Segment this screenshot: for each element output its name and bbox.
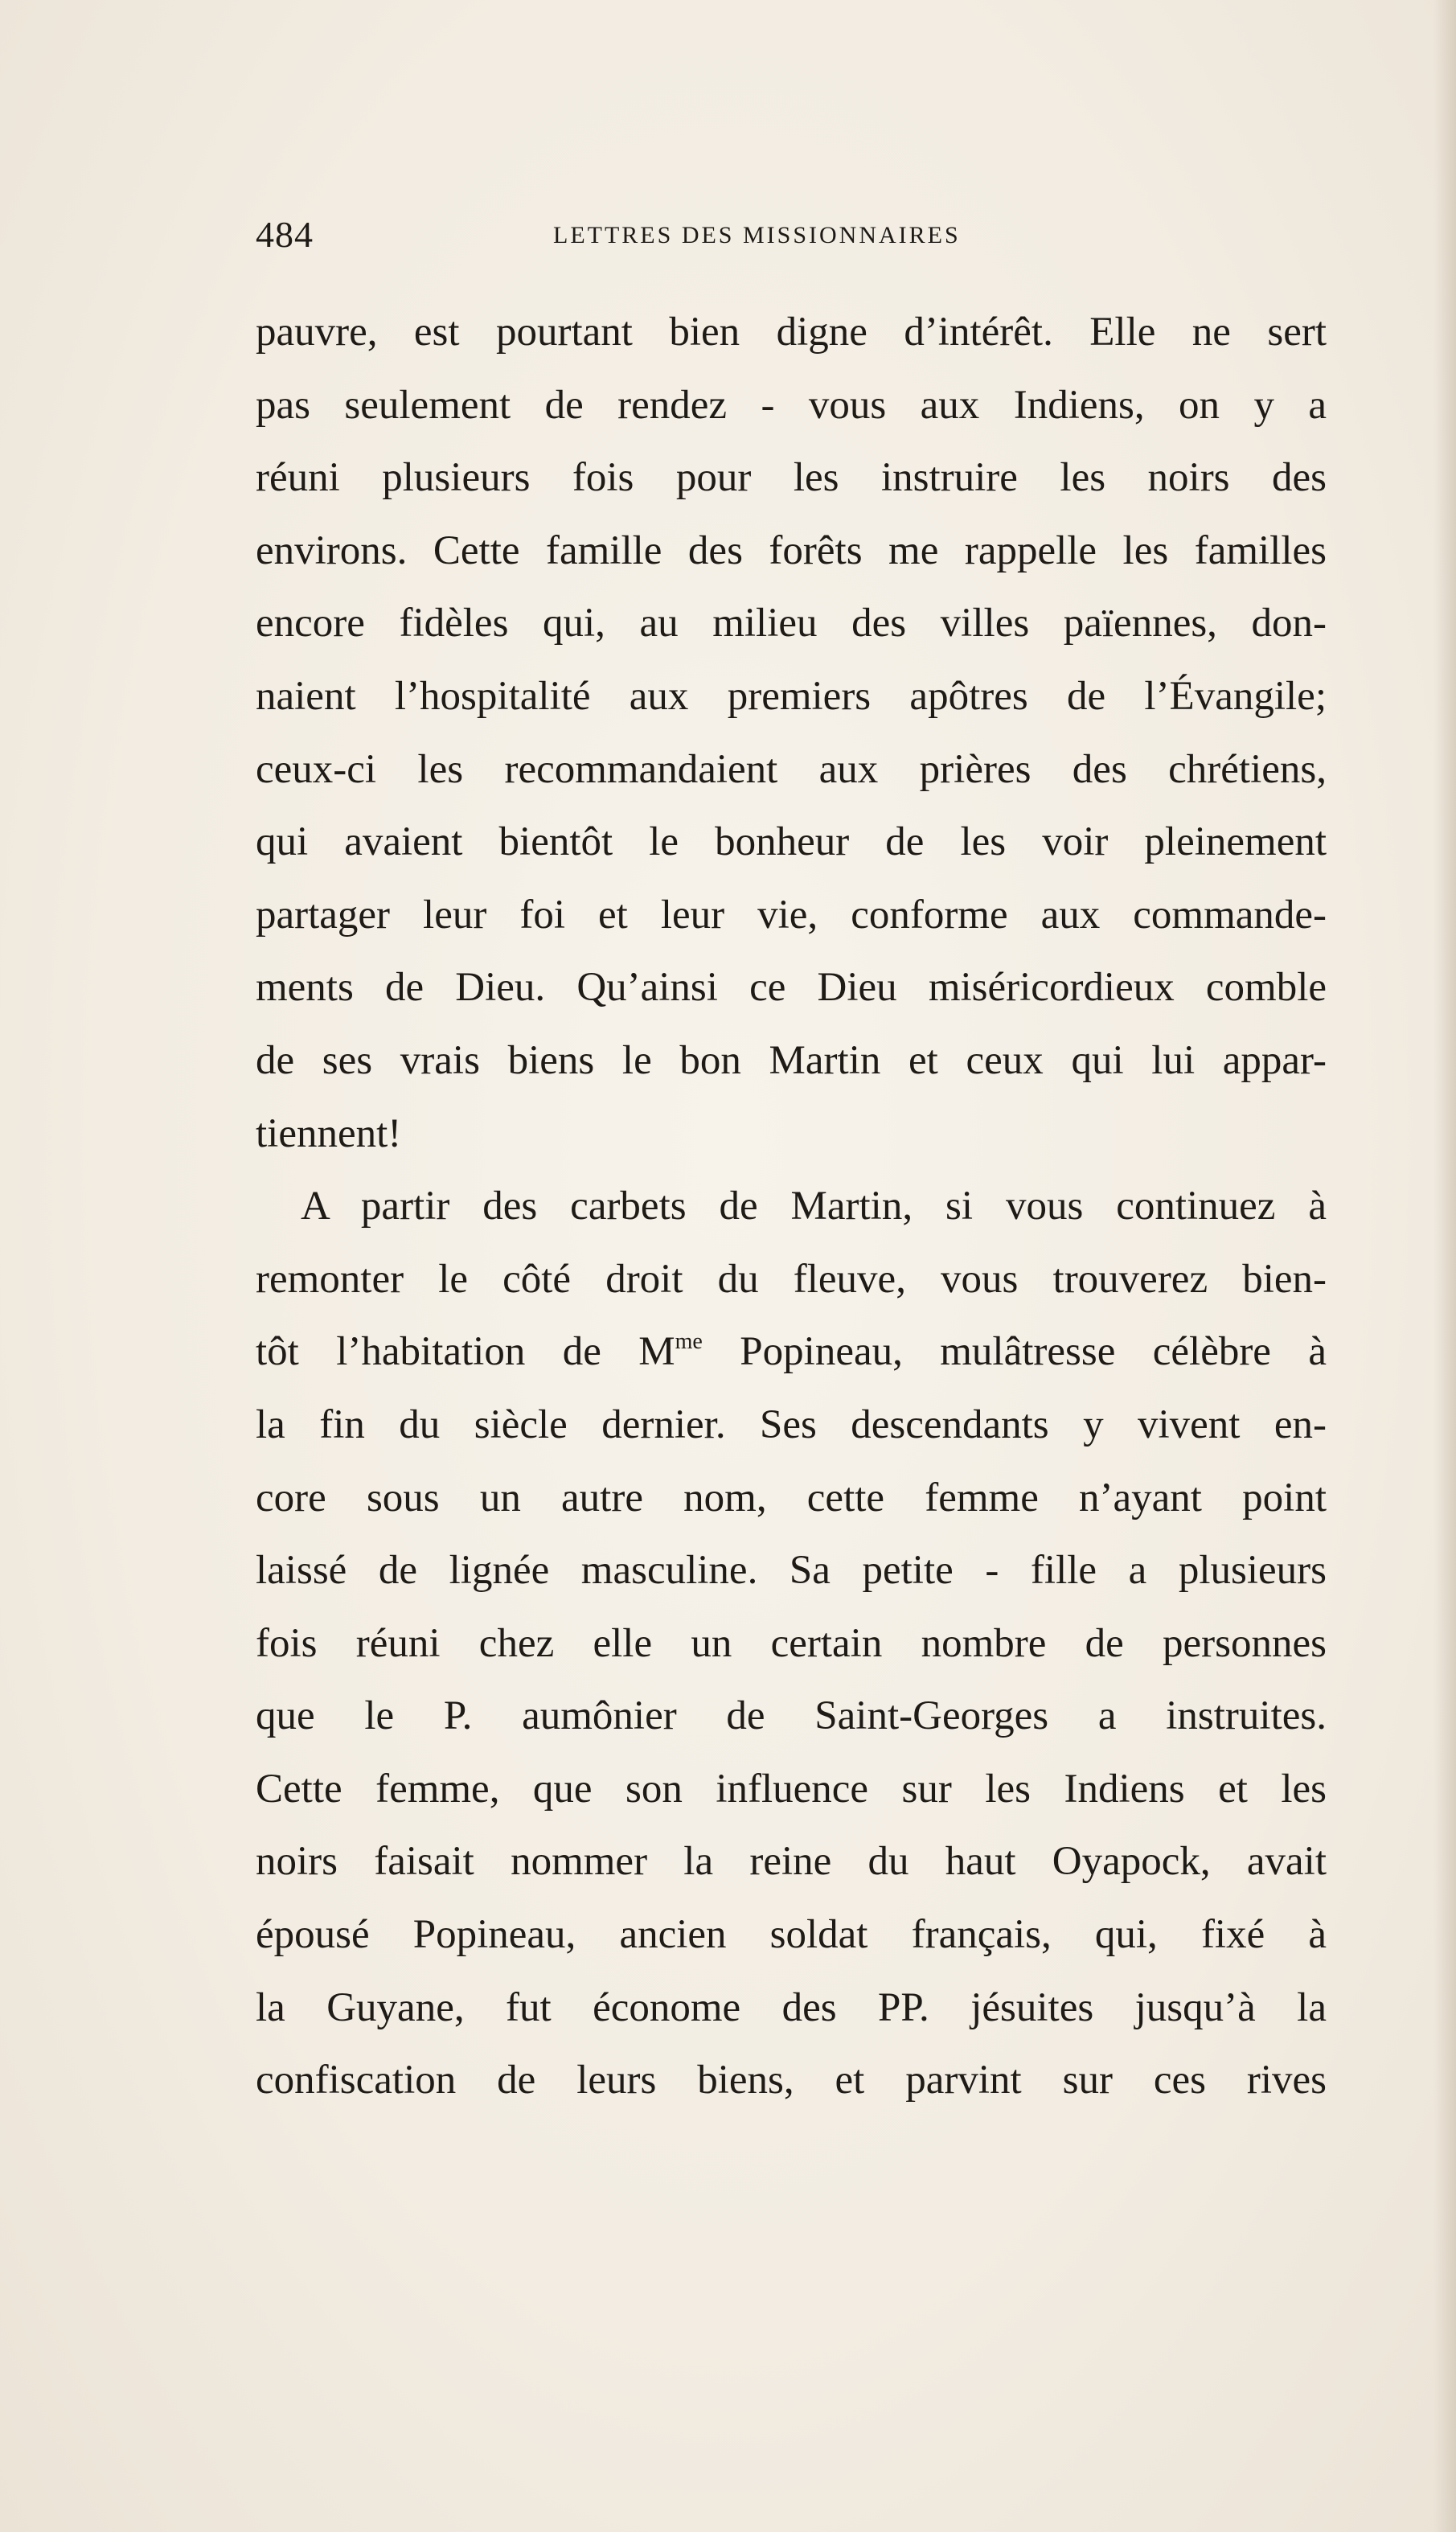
page-edge-shadow <box>1433 0 1456 2532</box>
text-line: confiscation de leurs biens, et parvint sur ces rives <box>256 2058 1327 2103</box>
text-line: fois réuni chez elle un certain nombre de personnes <box>256 1620 1327 1666</box>
text-fragment: tôt l’habitation de M <box>256 1329 675 1375</box>
superscript-abbreviation: me <box>675 1329 703 1355</box>
text-line: de ses vrais biens le bon Martin et ceux qui lui appar- <box>256 1037 1327 1083</box>
text-line: laissé de lignée masculine. Sa petite - fille a plusieurs <box>256 1548 1327 1594</box>
text-line: environs. Cette famille des forêts me rappelle les familles <box>256 527 1327 573</box>
text-line: noirs faisait nommer la reine du haut Oyapock, avait <box>256 1839 1327 1885</box>
text-line: ceux-ci les recommandaient aux prières des chrétiens, <box>256 746 1327 792</box>
running-head: LETTRES DES MISSIONNAIRES <box>553 222 961 248</box>
text-line: qui avaient bientôt le bonheur de les voir pleinement <box>256 819 1327 865</box>
text-line: naient l’hospitalité aux premiers apôtres de l’Évangile; <box>256 673 1327 719</box>
text-line: encore fidèles qui, au milieu des villes païennes, don- <box>256 601 1327 646</box>
text-line: remonter le côté droit du fleuve, vous trouverez bien- <box>256 1256 1327 1302</box>
text-fragment: Popineau, mulâtresse célèbre à <box>702 1329 1327 1375</box>
text-line: la Guyane, fut économe des PP. jésuites jusqu’à la <box>256 1984 1327 2030</box>
text-line: réuni plusieurs fois pour les instruire les noirs des <box>256 455 1327 501</box>
text-line: pauvre, est pourtant bien digne d’intérêt. Elle ne sert <box>256 310 1327 355</box>
text-line: partager leur foi et leur vie, conforme aux commande- <box>256 892 1327 938</box>
text-line-with-superscript <box>256 1315 1327 1389</box>
text-line: A partir des carbets de Martin, si vous continuez à <box>301 1184 1327 1229</box>
text-line: core sous un autre nom, cette femme n’ayant point <box>256 1475 1327 1520</box>
body-text <box>256 296 1327 2117</box>
text-line: épousé Popineau, ancien soldat français, qui, fixé à <box>256 1912 1327 1958</box>
text-line: que le P. aumônier de Saint-Georges a instruites. <box>256 1693 1327 1739</box>
text-line: tiennent! <box>256 1110 402 1156</box>
text-line: la fin du siècle dernier. Ses descendants y vivent en- <box>256 1401 1327 1447</box>
text-line: Cette femme, que son influence sur les Indiens et les <box>256 1766 1327 1812</box>
page-number: 484 <box>256 214 314 255</box>
text-line: ments de Dieu. Qu’ainsi ce Dieu miséricordieux comble <box>256 965 1327 1011</box>
page-header <box>256 211 1036 259</box>
text-line: pas seulement de rendez - vous aux Indiens, on y a <box>256 382 1327 428</box>
